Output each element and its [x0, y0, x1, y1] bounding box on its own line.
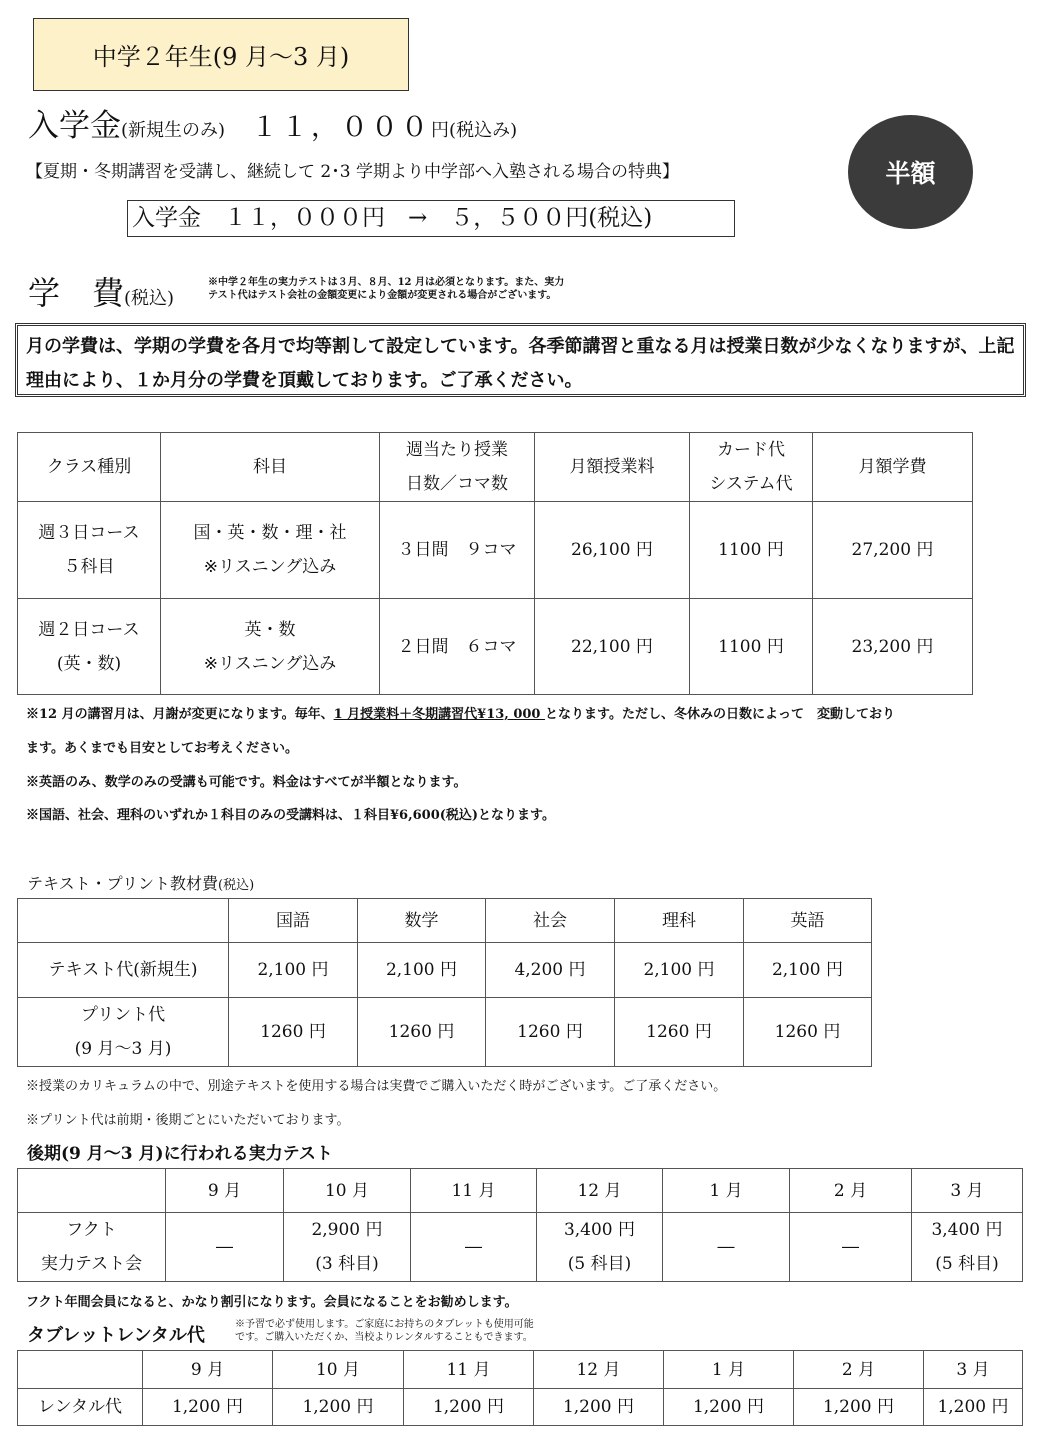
heading-sub: (税込): [218, 878, 255, 893]
header-cell: [18, 1351, 143, 1389]
header-cell: 国語: [229, 899, 358, 943]
header-cell: クラス種別: [18, 433, 161, 502]
table-cell: 1260 円: [744, 998, 872, 1067]
header-cell: 11 月: [404, 1351, 534, 1389]
table-cell: テキスト代(新規生): [18, 943, 229, 998]
header-row: [18, 1169, 1023, 1213]
header-cell: 数学: [358, 899, 486, 943]
header-cell: 10 月: [284, 1169, 411, 1213]
table-cell: 1100 円: [690, 502, 813, 599]
header-cell: [18, 1169, 166, 1213]
table-cell: 27,200 円: [813, 502, 973, 599]
header-cell: 2 月: [790, 1169, 912, 1213]
header-cell: 3 月: [924, 1351, 1023, 1389]
header-cell: 週当たり授業 日数／コマ数: [380, 433, 535, 502]
test-note-line: ※中学２年生の実力テストは３月、８月、12 月は必須となります。また、実力: [208, 277, 565, 288]
header-row: [18, 433, 973, 502]
header-row: [18, 1351, 1023, 1389]
text-fee-table: [17, 898, 872, 1067]
fee-table: [17, 432, 973, 695]
header-cell: 3 月: [912, 1169, 1023, 1213]
table-cell: 英・数 ※リスニング込み: [161, 599, 380, 695]
text-note-1: ※授業のカリキュラムの中で、別途テキストを使用する場合は実費でご購入いただく時がございます。ご了承ください。: [26, 1079, 727, 1094]
table-row: [18, 943, 872, 998]
table-cell: 1260 円: [358, 998, 486, 1067]
discount-box: 入学金 １１，０００円 → ５，５００円(税込): [127, 200, 735, 237]
table-cell: 2,100 円: [229, 943, 358, 998]
table-cell: プリント代 (9 月～3 月): [18, 998, 229, 1067]
table-cell: フクト 実力テスト会: [18, 1213, 166, 1282]
benefit-text: 【夏期・冬期講習を受講し、継続して 2･3 学期より中学部へ入塾される場合の特典】: [26, 162, 679, 182]
header-cell: 9 月: [143, 1351, 273, 1389]
table-cell: 23,200 円: [813, 599, 973, 695]
table-cell: 1,200 円: [404, 1389, 534, 1426]
table-cell: 2,100 円: [358, 943, 486, 998]
note-underlined: 1 月授業料＋冬期講習代¥13, 000: [333, 707, 545, 722]
fee-note-3: ※国語、社会、理科のいずれか１科目のみの受講料は、１科目¥6,600(税込)となります。: [26, 808, 556, 823]
table-cell: 1,200 円: [794, 1389, 924, 1426]
table-cell: ２日間 ６コマ: [380, 599, 535, 695]
header-cell: 10 月: [273, 1351, 404, 1389]
header-cell: 月額学費: [813, 433, 973, 502]
tests-heading: 後期(9 月～3 月)に行われる実力テスト: [27, 1144, 333, 1164]
table-cell: 22,100 円: [535, 599, 690, 695]
header-cell: 月額授業料: [535, 433, 690, 502]
table-cell: ―: [166, 1213, 284, 1282]
admission-amount: １１，０００: [251, 112, 432, 143]
table-cell: 1,200 円: [143, 1389, 273, 1426]
table-cell: レンタル代: [18, 1389, 143, 1426]
text-fee-heading: [27, 871, 254, 894]
text-note-2: ※プリント代は前期・後期ごとにいただいております。: [26, 1113, 350, 1128]
table-cell: 1,200 円: [924, 1389, 1023, 1426]
table-cell: 2,100 円: [615, 943, 744, 998]
table-cell: 1260 円: [486, 998, 615, 1067]
table-cell: 26,100 円: [535, 502, 690, 599]
header-cell: 12 月: [537, 1169, 663, 1213]
table-cell: ３日間 ９コマ: [380, 502, 535, 599]
note-text: ※12 月の講習月は、月謝が変更になります。毎年、: [26, 707, 334, 722]
tablet-note: [235, 1318, 534, 1344]
half-price-badge: 半額: [848, 115, 973, 229]
tuition-label: 学 費: [28, 274, 125, 312]
table-cell: 1260 円: [229, 998, 358, 1067]
header-row: [18, 899, 872, 943]
test-note-line: テスト代はテスト会社の金額変更により金額が変更される場合がございます。: [208, 290, 557, 301]
table-cell: 1100 円: [690, 599, 813, 695]
table-cell: 1,200 円: [664, 1389, 794, 1426]
table-cell: 週２日コース (英・数): [18, 599, 161, 695]
tuition-explanation: 月の学費は、学期の学費を各月で均等割して設定しています。各季節講習と重なる月は授業日数が少なくなりますが、上記理由により、１か月分の学費を頂戴しております。ご了承ください。: [15, 323, 1026, 397]
table-cell: 国・英・数・理・社 ※リスニング込み: [161, 502, 380, 599]
header-cell: 科目: [161, 433, 380, 502]
header-cell: 社会: [486, 899, 615, 943]
header-cell: 9 月: [166, 1169, 284, 1213]
fee-note-2: ※英語のみ、数学のみの受講も可能です。料金はすべてが半額となります。: [26, 775, 467, 790]
table-cell: 3,400 円 (5 科目): [537, 1213, 663, 1282]
tablet-table: [17, 1350, 1023, 1426]
table-row: [18, 1213, 1023, 1282]
tuition-sub: (税込): [124, 288, 175, 309]
table-cell: ―: [663, 1213, 790, 1282]
page-title: 中学２年生(9 月～3 月): [33, 18, 409, 91]
table-cell: 3,400 円 (5 科目): [912, 1213, 1023, 1282]
table-row: [18, 502, 973, 599]
header-cell: 英語: [744, 899, 872, 943]
fee-note-1-cont: ます。あくまでも目安としてお考えください。: [26, 741, 298, 756]
header-cell: カード代 システム代: [690, 433, 813, 502]
tablet-heading: タブレットレンタル代: [27, 1325, 205, 1346]
table-row: [18, 599, 973, 695]
table-cell: 1260 円: [615, 998, 744, 1067]
header-cell: 1 月: [664, 1351, 794, 1389]
table-cell: 4,200 円: [486, 943, 615, 998]
header-cell: 理科: [615, 899, 744, 943]
header-cell: [18, 899, 229, 943]
tests-note: フクト年間会員になると、かなり割引になります。会員になることをお勧めします。: [26, 1295, 518, 1310]
table-cell: ―: [790, 1213, 912, 1282]
table-cell: 1,200 円: [534, 1389, 664, 1426]
header-cell: 12 月: [534, 1351, 664, 1389]
admission-line: [28, 100, 517, 145]
header-cell: 2 月: [794, 1351, 924, 1389]
note-text: となります。ただし、冬休みの日数によって 変動しており: [545, 707, 895, 722]
tests-table: [17, 1168, 1023, 1282]
header-cell: 11 月: [411, 1169, 537, 1213]
table-cell: ―: [411, 1213, 537, 1282]
table-row: [18, 1389, 1023, 1426]
table-cell: 週３日コース ５科目: [18, 502, 161, 599]
header-cell: 1 月: [663, 1169, 790, 1213]
table-cell: 2,900 円 (3 科目): [284, 1213, 411, 1282]
test-note: [208, 276, 564, 302]
tablet-note-line: ※予習で必ず使用します。ご家庭にお持ちのタブレットも使用可能: [235, 1319, 534, 1330]
admission-sub: (新規生のみ): [121, 120, 226, 141]
fee-note-1: [26, 703, 895, 722]
tablet-note-line: です。ご購入いただくか、当校よりレンタルすることもできます。: [235, 1332, 533, 1343]
table-cell: 2,100 円: [744, 943, 872, 998]
admission-label: 入学金: [28, 108, 121, 144]
admission-unit: 円(税込み): [431, 120, 518, 141]
heading-text: テキスト・プリント教材費: [27, 874, 219, 893]
table-cell: 1,200 円: [273, 1389, 404, 1426]
table-row: [18, 998, 872, 1067]
